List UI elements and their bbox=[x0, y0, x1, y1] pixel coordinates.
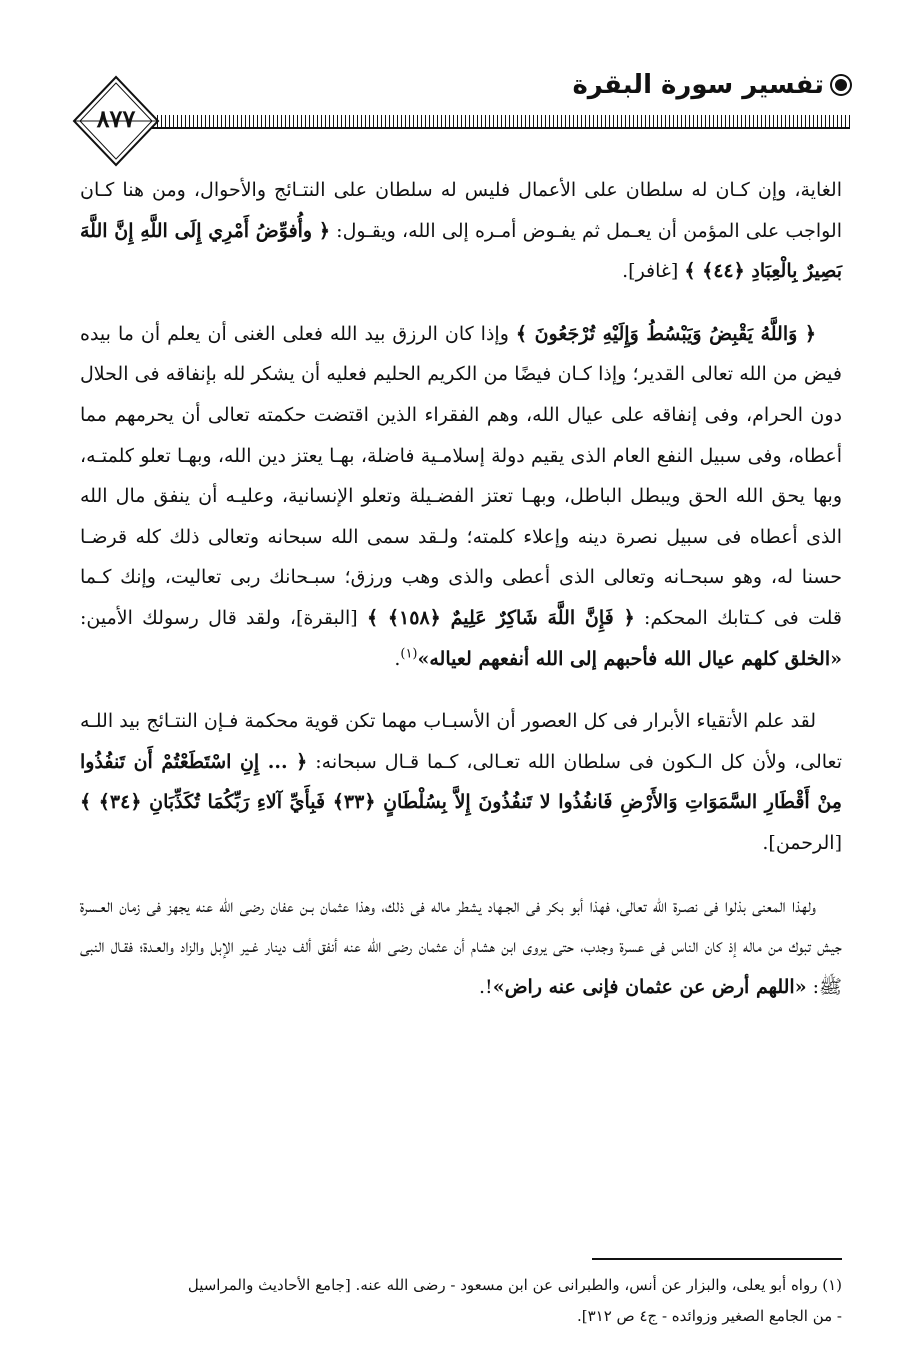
paragraph-3 bbox=[80, 701, 842, 863]
quran-verse: ﴿ وأُفوِّضُ أَمْرِي إِلَى اللَّهِ إِنَّ اللَّهَ بَصِيرٌ بِالْعِبَادِ ﴿٤٤﴾ ﴾ bbox=[80, 219, 842, 283]
punctuation: . bbox=[394, 647, 401, 670]
running-title bbox=[572, 70, 850, 100]
ornament-icon bbox=[832, 76, 850, 94]
hadith-quote: «الخلق كلهم عيال الله فأحبهم إلى الله أنفعهم لعياله» bbox=[417, 647, 842, 670]
paragraph-1 bbox=[80, 170, 842, 292]
main-text bbox=[80, 170, 842, 1007]
quran-verse: ﴿ وَاللَّهُ يَقْبِضُ وَيَبْسُطُ وَإِلَيْهِ تُرْجَعُونَ ﴾ bbox=[515, 322, 816, 345]
footnote-line: - من الجامع الصغير وزوائده - ج٤ ص ٣١٢]. bbox=[576, 1307, 842, 1325]
surah-reference: [الرحمن]. bbox=[762, 831, 842, 854]
quran-verse: ﴿ ... إِنِ اسْتَطَعْتُمْ أَن تَنفُذُوا مِنْ أَقْطَارِ السَّمَوَاتِ وَالأَرْضِ فَانفُذُوا لا تَنفُذُونَ إِلاَّ بِسُلْطَانٍ ﴿٣٣﴾ فَبِأَيِّ آلاءِ رَبِّكُمَا تُكَذِّبَانِ ﴿٣٤﴾ ﴾ bbox=[80, 750, 842, 814]
header-rule-base bbox=[145, 127, 850, 129]
paragraph-text: ولهذا المعنى بذلوا فى نصـرة الله تعالى، فهذا أبو بكر فى الجـهاد يشطر ماله فى ذلك، وهذا عثمان بـن عفان رضى الله عنه يجهز فى زمان العـسرة جيش تبوك من ماله إذ كان الناس فى عسرة وجدب، حتى يروى ابن هشام أن عثمان رضى الله عنه أنفق ألف دينار غـير الإبل والزاد والعـدة؛ فقـال النبى ﷺ: bbox=[80, 894, 842, 998]
footnote-marker[interactable]: (١) bbox=[400, 646, 418, 662]
paragraph-text: الغاية، وإن كـان له سلطان على الأعمال فليس له سلطان على النتـائج والأحوال، ومن هنا كـان الواجب على المؤمن أن يعـمل ثم يفـوض أمـره إلى الله، ويقـول: bbox=[80, 179, 842, 242]
running-title-text: تفسير سورة البقرة bbox=[572, 70, 824, 100]
paragraph-2 bbox=[80, 314, 842, 679]
surah-reference: [غافر]. bbox=[622, 260, 685, 283]
paragraph-text: وإذا كان الرزق بيد الله فعلى الغنى أن يعلم أن ما بيده فيض من الله تعالى القدير؛ وإذا كـان فيضًا من الكريم الحليم فعليه أن يشكر لله بإنفاقه فى الحلال دون الحرام، وفى إنفاقه على عيال الله، وهم الفقراء الذين اقتضت حكمته تعالى أن يحرمهم مما أعطاه، وفى سبيل النفع العام الذى يقيم دولة إسلامـية فاضلة، بهـا يعتز دين الله، وبهـا تعلو كلمتـه، وبها يحق الله الحق ويبطل الباطل، وبهـا تعتز الفضـيلة وتعلو الإنسانية، وعليـه أن ينفق مال الله الذى أعطاه فى سبيل نصرة دينه وإعلاء كلمته؛ ولـقد سمى الله سبحانه وتعالى ذلك كله قرضـا حسنا له، وهو سبحـانه وتعالى الذى أعطى والذى وهب ورزق؛ سبـحانك ربى تعاليت، وإنك كـما قلت فى كـتابك المحكم: bbox=[80, 322, 842, 629]
page-header bbox=[70, 60, 850, 160]
page-number: ٨٧٧ bbox=[96, 104, 136, 133]
hadith-quote: «اللهم أرض عن عثمان فإنى عنه راض» bbox=[492, 975, 807, 998]
footnote-separator bbox=[592, 1258, 842, 1260]
footnote bbox=[80, 1270, 842, 1332]
surah-reference: [البقرة]، ولقد قال رسولك الأمين: bbox=[80, 606, 367, 629]
paragraph-4 bbox=[80, 886, 842, 1008]
quran-verse: ﴿ فَإِنَّ اللَّهَ شَاكِرٌ عَلِيمٌ ﴿١٥٨﴾ ﴾ bbox=[366, 606, 635, 629]
footnote-line: (١) رواه أبو يعلى، والبزار عن أنس، والطبرانى عن ابن مسعود - رضى الله عنه. [جامع الأحاديث والمراسيل bbox=[187, 1276, 842, 1294]
header-rule bbox=[145, 115, 850, 127]
paragraph-text: لقد علم الأتقياء الأبرار فى كل العصور أن الأسبـاب مهما تكن قوية محكمة فـإن النتـائج بيد اللـه تعالى، ولأن كل الـكون فى سلطان الله تعـالى، كـما قـال سبحانه: bbox=[80, 710, 842, 773]
punctuation: !. bbox=[479, 975, 493, 998]
